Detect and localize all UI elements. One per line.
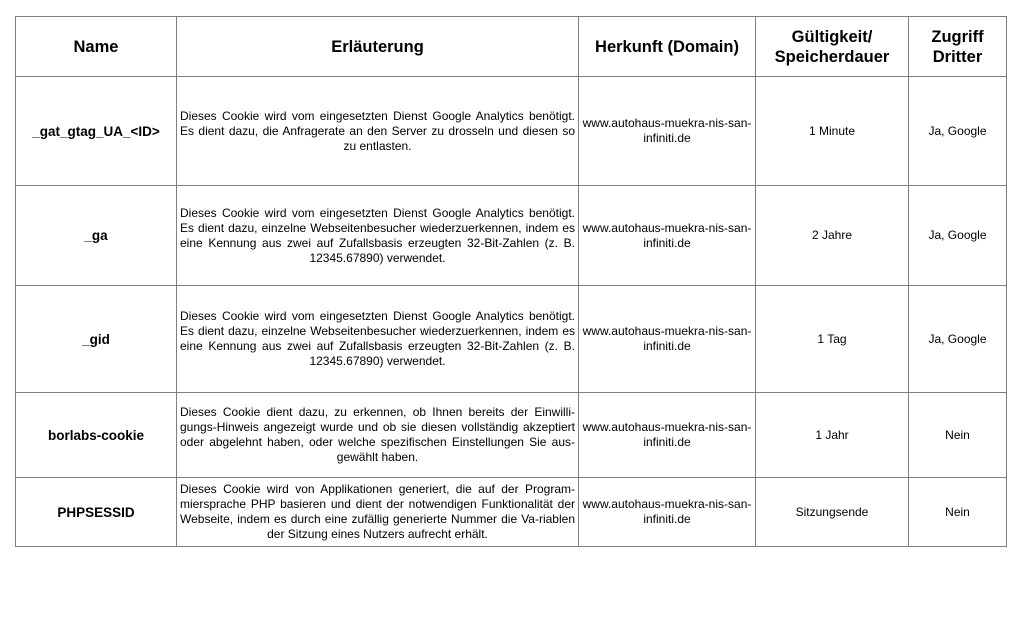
header-validity: Gültigkeit/ Speicherdauer — [756, 17, 909, 77]
cookie-origin: www.autohaus-muekra-nis-san-infiniti.de — [579, 478, 756, 547]
table-row — [16, 478, 1007, 547]
cookie-origin: www.autohaus-muekra-nis-san-infiniti.de — [579, 77, 756, 186]
cookie-validity: Sitzungsende — [756, 478, 909, 547]
cookie-validity: 1 Minute — [756, 77, 909, 186]
cookie-origin: www.autohaus-muekra-nis-san-infiniti.de — [579, 186, 756, 286]
cookie-name: _gat_gtag_UA_<ID> — [16, 77, 177, 186]
header-row — [16, 17, 1007, 77]
cookie-explanation: Dieses Cookie wird vom eingesetzten Dienst Google Analytics benötigt. Es dient dazu, die Anfragerate an den Server zu drosseln und diesen so zu entlasten. — [177, 77, 579, 186]
cookie-name: borlabs-cookie — [16, 393, 177, 478]
cookie-third-party: Nein — [909, 393, 1007, 478]
cookie-validity: 2 Jahre — [756, 186, 909, 286]
header-name: Name — [16, 17, 177, 77]
cookie-name: _gid — [16, 286, 177, 393]
table-row — [16, 393, 1007, 478]
cookie-explanation: Dieses Cookie dient dazu, zu erkennen, ob Ihnen bereits der Einwilli-gungs-Hinweis angezeigt wurde und ob sie diesen vollständig akzeptiert oder abgelehnt haben, oder welche spezifischen Einstellungen Sie aus-gewählt haben. — [177, 393, 579, 478]
cookie-explanation: Dieses Cookie wird von Applikationen generiert, die auf der Program-miersprache PHP basieren und dient der notwendigen Funktionalität der Webseite, indem es durch eine zufällig generierte Nummer die Va-riablen der Sitzung eines Nutzers aufrecht erhält. — [177, 478, 579, 547]
table-row — [16, 77, 1007, 186]
table-row — [16, 286, 1007, 393]
table-header — [16, 17, 1007, 77]
cookie-third-party: Nein — [909, 478, 1007, 547]
table-body — [16, 77, 1007, 547]
cookie-validity: 1 Tag — [756, 286, 909, 393]
cookie-explanation: Dieses Cookie wird vom eingesetzten Dienst Google Analytics benötigt. Es dient dazu, einzelne Webseitenbesucher wiederzuerkennen, indem es eine Kennung aus zwei auf Zufallsbasis erzeugten 32-Bit-Zahlen (z. B. 12345.67890) verwendet. — [177, 186, 579, 286]
cookie-third-party: Ja, Google — [909, 186, 1007, 286]
cookie-third-party: Ja, Google — [909, 77, 1007, 186]
cookie-origin: www.autohaus-muekra-nis-san-infiniti.de — [579, 393, 756, 478]
table-row — [16, 186, 1007, 286]
cookie-name: _ga — [16, 186, 177, 286]
header-explanation: Erläuterung — [177, 17, 579, 77]
cookie-name: PHPSESSID — [16, 478, 177, 547]
cookie-third-party: Ja, Google — [909, 286, 1007, 393]
header-third-party: Zugriff Dritter — [909, 17, 1007, 77]
cookie-validity: 1 Jahr — [756, 393, 909, 478]
cookie-explanation: Dieses Cookie wird vom eingesetzten Dienst Google Analytics benötigt. Es dient dazu, einzelne Webseitenbesucher wiederzuerkennen, indem es eine Kennung aus zwei auf Zufallsbasis erzeugten 32-Bit-Zahlen (z. B. 12345.67890) verwendet. — [177, 286, 579, 393]
header-origin: Herkunft (Domain) — [579, 17, 756, 77]
cookie-table — [15, 16, 1007, 547]
cookie-origin: www.autohaus-muekra-nis-san-infiniti.de — [579, 286, 756, 393]
